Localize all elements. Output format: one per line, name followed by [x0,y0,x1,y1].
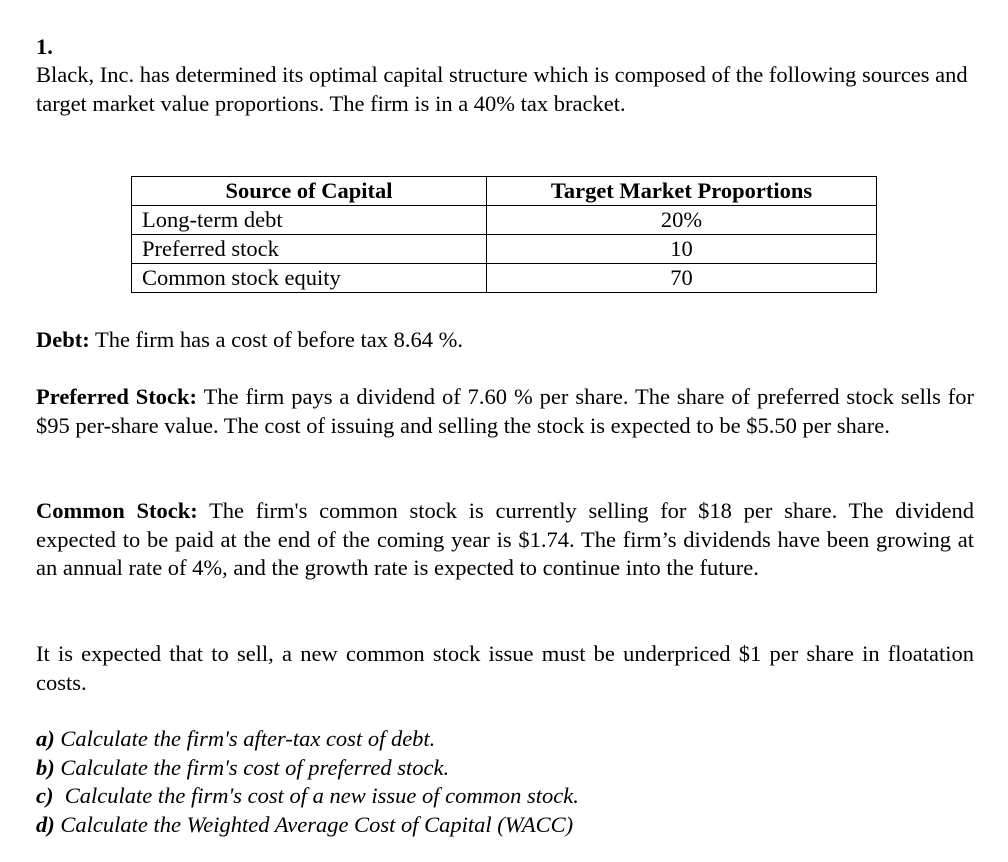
question-item [36,725,579,754]
header-target-market-proportions: Target Market Proportions [487,177,877,206]
common-paragraph [36,497,974,583]
question-item [36,811,579,840]
intro-paragraph: Black, Inc. has determined its optimal capital structure which is composed of the following sources and target market value proportions. The firm is in a 40% tax bracket. [36,62,968,116]
document-page [36,33,975,838]
preferred-text: The firm pays a dividend of 7.60 % per share. The share of preferred stock sells for $95 per-share value. The cost of issuing and selling the stock is expected to be $5.50 per share. [36,384,975,438]
question-item [36,754,579,783]
proportion-cell: 70 [487,264,877,293]
question-letter: a) [36,726,55,751]
common-text: The firm's common stock is currently selling for $18 per share. The dividend expected to be paid at the end of the coming year is $1.74. The firm’s dividends have been growing at an annual rate of 4%, and the growth rate is expected to continue into the future. [36,498,974,580]
question-number: 1. [36,34,53,59]
table-row [132,264,877,293]
debt-paragraph [36,326,974,355]
question-letter: c) [36,783,54,809]
source-cell: Common stock equity [132,264,487,293]
common-label: Common Stock: [36,498,198,523]
question-text: Calculate the firm's cost of a new issue of common stock. [53,783,579,809]
table-row [132,235,877,264]
question-text: Calculate the firm's cost of preferred stock. [54,754,450,780]
debt-text: The firm has a cost of before tax 8.64 %. [89,327,463,352]
table-header-row [132,177,877,206]
question-letter: d) [36,812,55,838]
preferred-label: Preferred Stock: [36,384,198,409]
capital-structure-table [131,176,877,293]
question-text: Calculate the firm's after-tax cost of debt. [54,726,436,751]
source-cell: Long-term debt [132,206,487,235]
question-list [36,725,579,840]
question-item [36,782,579,811]
table-row [132,206,877,235]
source-cell: Preferred stock [132,235,487,264]
preferred-paragraph [36,383,974,440]
debt-label: Debt: [36,327,90,352]
question-letter: b) [36,754,55,780]
header-source-of-capital: Source of Capital [132,177,487,206]
proportion-cell: 20% [487,206,877,235]
question-text: Calculate the Weighted Average Cost of Capital (WACC) [54,812,574,838]
proportion-cell: 10 [487,235,877,264]
floatation-paragraph: It is expected that to sell, a new common stock issue must be underpriced $1 per share in floatation costs. [36,641,974,695]
